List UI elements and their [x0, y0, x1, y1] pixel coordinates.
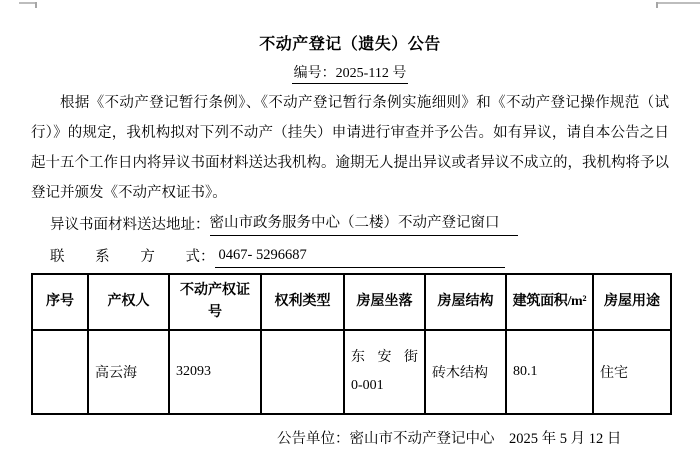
- body-line: 根据《不动产登记暂行条例》、《不动产登记暂行条例实施细则》和《不动产登记操作规范（试: [60, 95, 669, 111]
- top-left-gray-line-fragment: [19, 2, 37, 4]
- announcement-body: [31, 88, 669, 208]
- body-line: 起十五个工作日内将异议书面材料送达我机构。逾期无人提出异议或者异议不成立的，我机构将予以: [31, 155, 669, 171]
- table-header-row: [32, 274, 671, 330]
- body-line: 登记并颁发《不动产权证书》。: [31, 185, 227, 201]
- cell-location: [344, 330, 425, 414]
- cell-right-type: [261, 330, 344, 414]
- gray-line-tick: [35, 2, 37, 8]
- body-line: 行）》的规定，我机构拟对下列不动产（挂失）申请进行审查并予公告。如有异议，请自本公告之日: [31, 125, 669, 141]
- header-location: 房屋坐落: [344, 274, 425, 330]
- objection-address-value: 密山市政务服务中心（二楼）不动产登记窗口: [210, 212, 518, 236]
- header-structure: 房屋结构: [425, 274, 506, 330]
- header-cert-no: 不动产权证号: [169, 274, 261, 330]
- page-title: 不动产登记（遗失）公告: [259, 36, 441, 53]
- gray-line-tick: [656, 2, 658, 8]
- header-serial: 序号: [32, 274, 88, 330]
- header-right-type: 权利类型: [261, 274, 344, 330]
- contact-phone-line: [31, 244, 669, 268]
- table-data-row: [32, 330, 671, 414]
- doc-number-line: [0, 64, 700, 84]
- cell-location-unit: 0-001: [351, 378, 384, 393]
- header-usage: 房屋用途: [593, 274, 671, 330]
- objection-address-line: [31, 212, 669, 236]
- top-right-gray-line-fragment: [656, 2, 700, 4]
- cell-owner: 高云海: [88, 330, 169, 414]
- contact-phone-value: 0467- 5296687: [215, 244, 505, 268]
- cell-usage: 住宅: [593, 330, 671, 414]
- footer-issuer-date: 公告单位：密山市不动产登记中心 2025 年 5 月 12 日: [277, 431, 622, 447]
- cell-cert-no: 32093: [169, 330, 261, 414]
- contact-phone-colon: ：: [200, 249, 215, 265]
- property-table: [31, 273, 672, 415]
- header-area: 建筑面积/m²: [506, 274, 593, 330]
- cell-serial: [32, 330, 88, 414]
- cell-area: 80.1: [506, 330, 593, 414]
- header-owner: 产权人: [88, 274, 169, 330]
- contact-phone-label: 联系方式: [50, 249, 200, 265]
- objection-address-label: 异议书面材料送达地址：: [50, 217, 210, 233]
- cell-structure: 砖木结构: [425, 330, 506, 414]
- doc-number-value: 编号：2025-112 号: [292, 66, 409, 84]
- cell-location-street: 东安街: [351, 350, 418, 365]
